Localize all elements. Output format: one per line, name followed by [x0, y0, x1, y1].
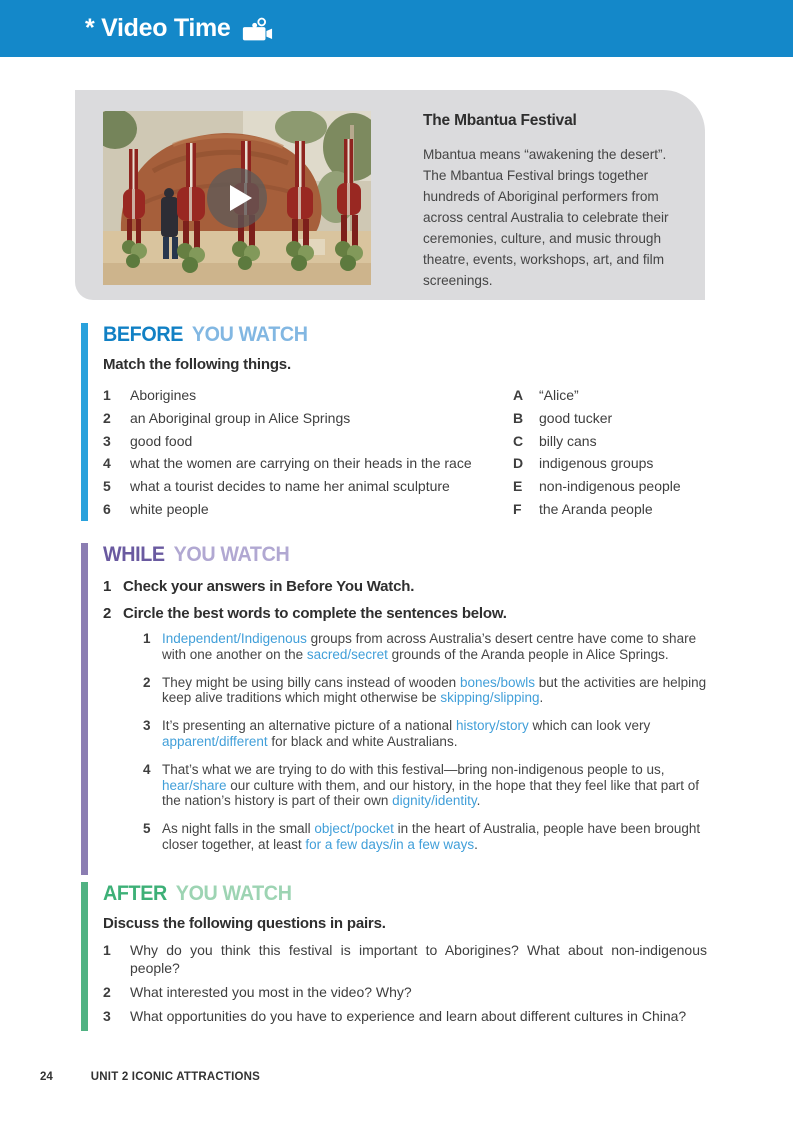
- match-option: [513, 475, 681, 498]
- while-task-number: 2: [103, 605, 112, 622]
- match-option: [513, 498, 681, 521]
- word-choice: dignity/identity: [392, 793, 477, 809]
- play-button[interactable]: [206, 167, 268, 229]
- while-label-light: YOU WATCH: [173, 543, 290, 566]
- while-sentence-text: [162, 762, 710, 809]
- match-item: [103, 384, 513, 407]
- question-number: 3: [103, 1008, 111, 1024]
- match-item-number: 5: [103, 478, 111, 495]
- page-title: [85, 14, 273, 43]
- after-instruction: Discuss the following questions in pairs.: [103, 915, 386, 932]
- while-sentence: [143, 821, 710, 853]
- while-sentence-text: [162, 675, 710, 707]
- word-choice: skipping/slipping: [440, 690, 540, 706]
- video-info-card: [75, 90, 705, 300]
- before-label-strong: BEFORE: [103, 323, 184, 346]
- sentence-fragment: but the activities are helping keep alive traditions which might otherwise be: [162, 674, 707, 706]
- question-number: 2: [103, 984, 111, 1000]
- match-option-text: billy cans: [539, 432, 597, 449]
- sentence-fragment: for black and white Australians.: [267, 733, 458, 749]
- video-thumbnail[interactable]: [103, 111, 371, 285]
- match-option-text: indigenous groups: [539, 455, 654, 472]
- match-option-letter: B: [513, 409, 524, 426]
- sentence-fragment: It’s presenting an alternative picture of a national: [162, 718, 456, 734]
- video-card-text: [423, 112, 693, 291]
- page-header-bar: [0, 0, 793, 57]
- video-card-description: Mbantua means “awakening the desert”. The Mbantua Festival brings together hundreds of Aboriginal performers from across central Australia to celebrate their ceremonies, culture, and music through theatre, events, workshops, art, and film screenings.: [423, 147, 669, 288]
- match-option-letter: C: [513, 432, 524, 449]
- match-option-letter: E: [513, 478, 523, 495]
- sentence-fragment: which can look very: [528, 718, 651, 734]
- sentence-fragment: our culture with them, and our history, in the hope that they feel like that part of the nation’s history is part of their own: [162, 777, 700, 809]
- match-option-letter: D: [513, 455, 524, 472]
- sentence-fragment: They might be using billy cans instead of wooden: [162, 674, 460, 690]
- after-label-light: YOU WATCH: [175, 882, 292, 905]
- sentence-fragment: in the heart of Australia, people have been brought closer together, at least: [162, 821, 701, 852]
- match-item-text: an Aboriginal group in Alice Springs: [130, 409, 351, 426]
- match-item-text: good food: [130, 432, 193, 449]
- sentence-fragment: .: [539, 690, 544, 706]
- match-exercise: [103, 384, 710, 521]
- while-sentence-text: [162, 631, 710, 663]
- word-choice: hear/share: [162, 777, 227, 793]
- while-sentence-number: 1: [143, 631, 151, 646]
- while-sentence-list: [143, 631, 710, 853]
- match-item-text: white people: [130, 500, 209, 517]
- discussion-question: [103, 1007, 710, 1025]
- sentence-fragment: As night falls in the small: [162, 821, 315, 837]
- while-sentence-number: 5: [143, 821, 151, 837]
- sentence-fragment: That’s what we are trying to do with this festival—bring non-indigenous people to us,: [162, 761, 665, 777]
- match-item: [103, 452, 513, 475]
- section-before-you-watch: [81, 323, 710, 521]
- while-task: [103, 604, 710, 623]
- match-option: [513, 407, 681, 430]
- match-item-number: 4: [103, 455, 111, 472]
- match-item-number: 1: [103, 387, 111, 403]
- match-option: [513, 430, 681, 453]
- sentence-fragment: grounds of the Aranda people in Alice Springs.: [387, 646, 669, 662]
- while-task-text: Circle the best words to complete the sentences below.: [123, 605, 507, 622]
- after-question-list: [103, 941, 710, 1025]
- word-choice: object/pocket: [314, 821, 394, 837]
- while-sentence: [143, 631, 710, 663]
- word-choice: Independent/Indigenous: [162, 631, 307, 646]
- while-task-list: [103, 577, 710, 623]
- page-title-text: * Video Time: [85, 14, 231, 42]
- match-item: [103, 475, 513, 498]
- match-option-text: good tucker: [539, 409, 613, 426]
- match-item-number: 3: [103, 432, 111, 449]
- match-option-text: the Aranda people: [539, 500, 653, 517]
- match-item-text: Aborigines: [130, 387, 197, 403]
- match-item-text: what a tourist decides to name her animal sculpture: [130, 478, 450, 495]
- match-item: [103, 498, 513, 521]
- page-footer: [40, 1071, 260, 1083]
- while-label-strong: WHILE: [103, 543, 165, 566]
- after-section-title: [103, 882, 674, 906]
- match-option: [513, 452, 681, 475]
- match-option-letter: A: [513, 387, 524, 403]
- match-option: [513, 384, 681, 407]
- discussion-question: [103, 983, 710, 1001]
- while-task-text: Check your answers in Before You Watch.: [123, 578, 415, 595]
- unit-label: UNIT 2 ICONIC ATTRACTIONS: [90, 1071, 260, 1083]
- word-choice: sacred/secret: [306, 646, 388, 662]
- match-item: [103, 407, 513, 430]
- word-choice: for a few days/in a few ways: [305, 836, 475, 852]
- match-item-number: 6: [103, 500, 111, 517]
- word-choice: history/story: [455, 718, 529, 734]
- section-while-you-watch: [81, 543, 710, 875]
- question-number: 1: [103, 942, 111, 958]
- sentence-fragment: groups from across Australia’s desert centre have come to share with one another on the: [162, 631, 697, 662]
- match-item: [103, 430, 513, 453]
- while-task: [103, 577, 710, 596]
- match-item-number: 2: [103, 409, 111, 426]
- while-sentence: [143, 762, 710, 809]
- match-option-letter: F: [513, 500, 522, 517]
- before-instruction: Match the following things.: [103, 356, 291, 373]
- section-after-you-watch: [81, 882, 710, 1031]
- page-number: 24: [40, 1071, 53, 1083]
- while-sentence-number: 4: [143, 761, 151, 777]
- video-camera-icon: [241, 17, 273, 43]
- while-sentence-text: [162, 821, 710, 853]
- question-text: What interested you most in the video? Why?: [130, 984, 412, 1000]
- question-text: What opportunities do you have to experience and learn about different cultures in China?: [130, 1008, 687, 1024]
- while-task-number: 1: [103, 578, 112, 595]
- before-label-light: YOU WATCH: [191, 323, 308, 346]
- match-column-numbers: [103, 384, 513, 521]
- while-sentence: [143, 718, 710, 750]
- discussion-question: [103, 941, 710, 977]
- while-sentence-number: 3: [143, 718, 151, 734]
- sentence-fragment: .: [474, 836, 478, 852]
- while-sentence-number: 2: [143, 674, 151, 690]
- match-option-text: non-indigenous people: [539, 478, 681, 495]
- match-option-text: “Alice”: [539, 387, 579, 403]
- word-choice: bones/bowls: [459, 674, 535, 690]
- word-choice: apparent/different: [162, 733, 268, 749]
- after-label-strong: AFTER: [103, 882, 167, 905]
- sentence-fragment: .: [476, 793, 481, 809]
- before-section-title: [103, 323, 674, 347]
- while-sentence-text: [162, 718, 710, 750]
- match-column-letters: [513, 384, 681, 521]
- while-sentence: [143, 675, 710, 707]
- video-card-title: The Mbantua Festival: [423, 112, 577, 129]
- match-item-text: what the women are carrying on their heads in the race: [130, 455, 472, 472]
- question-text: Why do you think this festival is important to Aborigines? What about non-indigenous people?: [130, 942, 707, 976]
- while-section-title: [103, 543, 674, 567]
